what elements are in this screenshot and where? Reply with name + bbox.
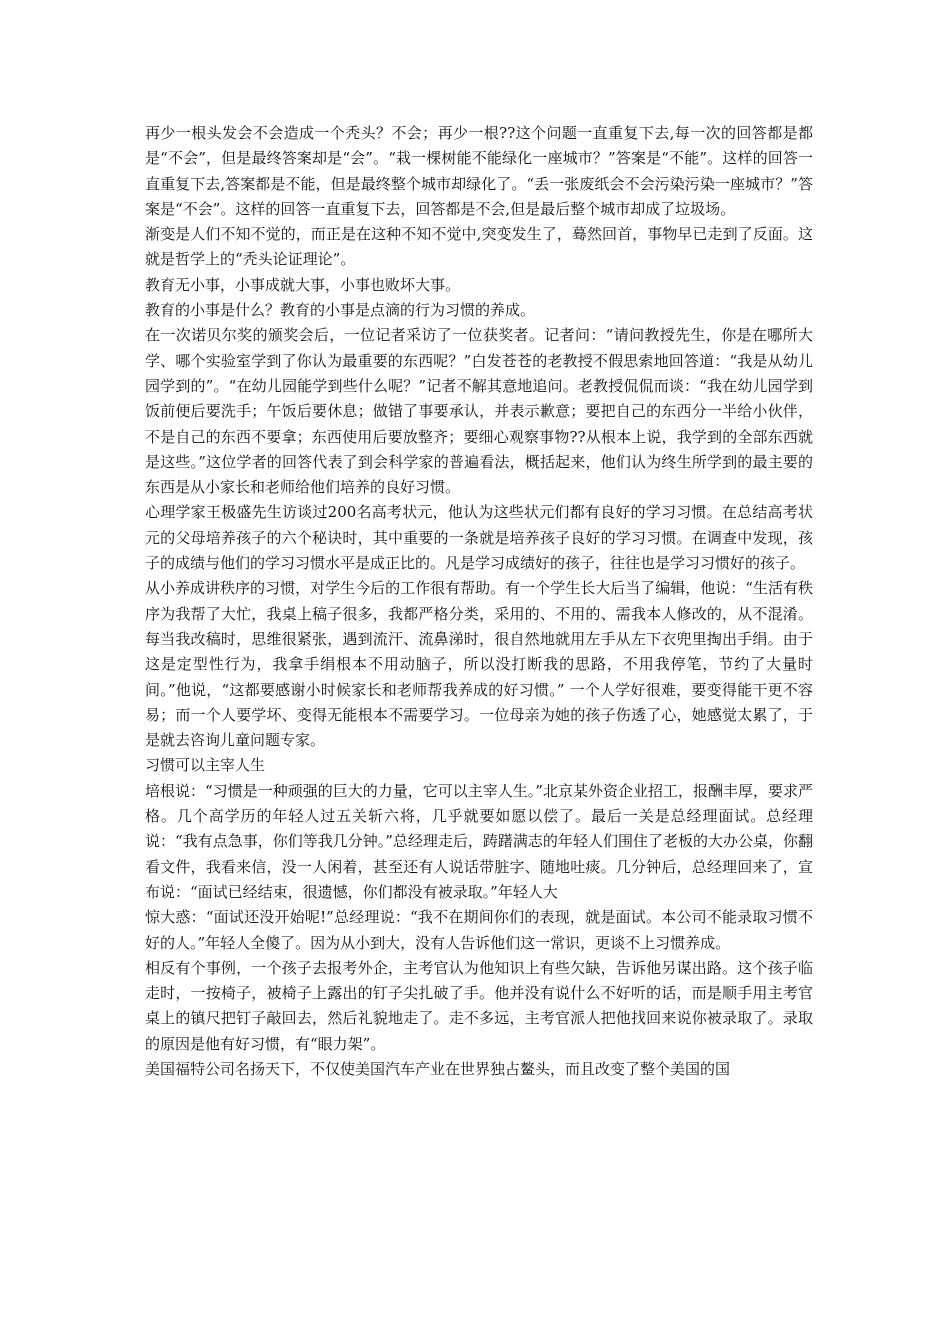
- document-body: [145, 121, 813, 1082]
- paragraph-counter-example: 相反有个事例，一个孩子去报考外企，主考官认为他知识上有些欠缺，告诉他另谋出路。这个孩子临走时，一按椅子，被椅子上露出的钉子尖扎破了手。他并没有说什么不好听的话，而是顺手用主考官桌上的镇尺把钉子敲回去，然后礼貌地走了。走不多远，主考官派人把他找回来说你被录取了。录取的原因是他有好习惯，有“眼力架”。: [145, 958, 813, 1053]
- paragraph-gradual-change: 渐变是人们不知不觉的，而正是在这种不知不觉中,突变发生了，蓦然回首，事物早已走到了反面。这就是哲学上的“秃头论证理论”。: [145, 225, 813, 269]
- paragraph-nobel-interview: 在一次诺贝尔奖的颁奖会后，一位记者采访了一位获奖者。记者问：“请问教授先生，你是在哪所大学、哪个实验室学到了你认为最重要的东西呢？”白发苍苍的老教授不假思索地回答道：“我是从幼儿园学到的”。“在幼儿园能学到些什么呢？”记者不解其意地追问。老教授侃侃而谈：“我在幼儿园学到饭前便后要洗手；午饭后要休息；做错了事要承认，并表示歉意；要把自己的东西分一半给小伙伴，不是自己的东西不要拿；东西使用后要放整齐；要细心观察事物??从根本上说，我学到的全部东西就是这些。”这位学者的回答代表了到会科学家的普遍看法，概括起来，他们认为终生所学到的最主要的东西是从小家长和老师给他们培养的良好习惯。: [145, 326, 813, 497]
- paragraph-ford-company: 美国福特公司名扬天下，不仅使美国汽车产业在世界独占鳌头，而且改变了整个美国的国: [145, 1059, 731, 1078]
- paragraph-interview-result: 惊大惑：“面试还没开始呢!”总经理说：“我不在期间你们的表现，就是面试。本公司不能录取习惯不好的人。”年轻人全傻了。因为从小到大，没有人告诉他们这一常识，更谈不上习惯养成。: [145, 908, 813, 952]
- paragraph-order-habit: 从小养成讲秩序的习惯，对学生今后的工作很有帮助。有一个学生长大后当了编辑，他说：“生活有秩序为我帮了大忙，我桌上稿子很多，我都严格分类，采用的、不用的、需我本人修改的，从不混淆。每当我改稿时，思维很紧张，遇到流汗、流鼻涕时，很自然地就用左手从左下衣兜里掏出手绢。由于这是定型性行为，我拿手绢根本不用动脑子，所以没打断我的思路，不用我停笔，节约了大量时间。”他说，“这都要感谢小时候家长和老师帮我养成的好习惯。” 一个人学好很难，要变得能干更不容易；而一个人要学坏、变得无能根本不需要学习。一位母亲为她的孩子伤透了心，她感觉太累了，于是就去咨询儿童问题专家。: [145, 579, 813, 750]
- paragraph-small-matters-question: 教育的小事是什么？教育的小事是点滴的行为习惯的养成。: [145, 301, 536, 320]
- paragraph-bald-paradox: 再少一根头发会不会造成一个秃头？不会；再少一根??这个问题一直重复下去,每一次的回答都是都是“不会”，但是最终答案却是“会”。“栽一棵树能不能绿化一座城市？”答案是“不能”。这样的回答一直重复下去,答案都是不能，但是最终整个城市却绿化了。“丢一张废纸会不会污染污染一座城市？”答案是“不会”。这样的回答一直重复下去，回答都是不会,但是最后整个城市却成了垃圾场。: [145, 124, 813, 218]
- paragraph-no-small-matters: 教育无小事，小事成就大事，小事也败坏大事。: [145, 275, 461, 294]
- paragraph-section-heading: 习惯可以主宰人生: [145, 756, 266, 775]
- paragraph-psychologist-study: 心理学家王极盛先生访谈过200名高考状元，他认为这些状元们都有良好的学习习惯。在总结高考状元的父母培养孩子的六个秘诀时，其中重要的一条就是培养孩子良好的学习习惯。在调查中发现，孩子的成绩与他们的学习习惯水平是成正比的。凡是学习成绩好的孩子，往往也是学习习惯好的孩子。: [145, 503, 813, 573]
- paragraph-bacon-interview: 培根说：“习惯是一种顽强的巨大的力量，它可以主宰人生。”北京某外资企业招工，报酬丰厚，要求严格。几个高学历的年轻人过五关斩六将，几乎就要如愿以偿了。最后一关是总经理面试。总经理说：“我有点急事，你们等我几分钟。”总经理走后，踌躇满志的年轻人们围住了老板的大办公桌，你翻看文件，我看来信，没一人闲着，甚至还有人说话带脏字、随地吐痰。几分钟后，总经理回来了，宣布说：“面试已经结束，很遗憾，你们都没有被录取。”年轻人大: [145, 781, 813, 901]
